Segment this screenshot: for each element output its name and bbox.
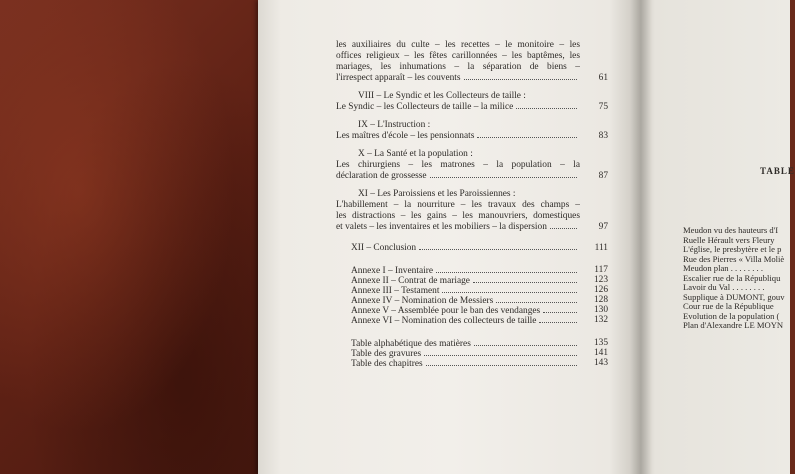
leader-dots <box>430 177 577 178</box>
toc-last-line <box>336 131 580 142</box>
annex-row <box>351 315 608 326</box>
figure-item: Lavoir du Val . . . . . . . . <box>683 282 765 292</box>
chapter-heading: XI – Les Paroissiens et les Paroissiennes : <box>358 189 516 199</box>
page-number: 117 <box>594 265 608 275</box>
page-number: 135 <box>593 338 608 348</box>
table-row <box>351 358 608 369</box>
toc-line: Le Syndic – les Collecteurs de taille – la milice <box>336 102 514 112</box>
figure-item: Ruelle Hérault vers Fleury <box>683 234 775 245</box>
annex-row <box>351 275 608 286</box>
page-number: 130 <box>593 305 608 315</box>
annex-row <box>351 305 608 316</box>
leader-dots <box>474 345 577 346</box>
figure-item: L'église, le presbytère et le p <box>683 244 782 254</box>
table-label: Table des gravures <box>351 349 422 359</box>
leader-dots <box>426 365 577 366</box>
toc-line: déclaration de grossesse <box>336 171 427 181</box>
toc-line: Les maîtres d'école – les pensionnats <box>336 131 475 141</box>
toc-entry <box>336 189 608 233</box>
chapter-heading: X – La Santé et la population : <box>358 149 473 159</box>
page-number: 97 <box>598 222 608 232</box>
figure-list <box>683 226 785 331</box>
table-label: Table des chapitres <box>351 359 423 369</box>
leader-dots <box>436 272 577 273</box>
figure-item: Meudon vu des hauteurs d'I <box>683 225 779 235</box>
annex-label: Annexe I – Inventaire <box>351 266 433 276</box>
tables-list <box>336 338 608 369</box>
toc-line: mariages, les inhumations – la séparation de biens – <box>336 62 580 72</box>
toc-entry <box>336 149 608 182</box>
figure-item: Escalier rue de la Républiqu <box>683 272 781 283</box>
leader-dots <box>543 312 577 313</box>
page-number: 141 <box>593 348 608 358</box>
toc-last-line <box>336 102 580 113</box>
leader-dots <box>419 249 577 250</box>
right-page-title: TABLE <box>760 166 795 176</box>
figure-item: Cour rue de la République <box>683 301 774 311</box>
annex-row <box>351 265 608 276</box>
leader-dots <box>477 137 577 138</box>
leader-dots <box>539 322 577 323</box>
leader-dots <box>473 282 577 283</box>
toc-line: XII – Conclusion <box>351 243 417 253</box>
page-number: 61 <box>598 73 608 83</box>
page-number: 75 <box>598 102 608 112</box>
toc-entry <box>336 120 608 142</box>
annex-row <box>351 285 608 296</box>
figure-item: Supplique à DUMONT, gouv <box>683 291 785 302</box>
table-row <box>351 348 608 359</box>
leader-dots <box>442 292 577 293</box>
toc-entry <box>336 91 608 113</box>
chapter-heading: VIII – Le Syndic et les Collecteurs de taille : <box>358 91 526 101</box>
toc-last-line <box>351 243 580 254</box>
toc-line: et valets – les inventaires et les mobiliers – la dispersion <box>336 222 547 232</box>
leader-dots <box>464 79 577 80</box>
leader-dots <box>516 108 577 109</box>
page-number: 126 <box>593 285 608 295</box>
page-gutter-shadow <box>630 0 652 474</box>
annex-list <box>336 265 608 326</box>
book-cover <box>0 0 262 474</box>
table-label: Table alphabétique des matières <box>351 339 471 349</box>
toc-entry <box>336 40 608 84</box>
annex-label: Annexe V – Assemblée pour le ban des vendanges <box>351 306 541 316</box>
table-row <box>351 338 608 349</box>
toc-line: L'habillement – la nourriture – les travaux des champs – <box>336 200 580 210</box>
toc-line: les auxiliaires du culte – les recettes – le monitoire – les <box>336 40 580 50</box>
table-of-contents <box>336 40 608 369</box>
toc-last-line <box>336 222 580 233</box>
toc-last-line <box>336 73 580 84</box>
annex-row <box>351 295 608 306</box>
page-number: 87 <box>598 171 608 181</box>
annex-label: Annexe VI – Nomination des collecteurs de taille <box>351 316 537 326</box>
annex-label: Annexe III – Testament <box>351 286 440 296</box>
page-number: 123 <box>593 275 608 285</box>
toc-line: Les chirurgiens – les matrones – la population – la <box>336 160 580 170</box>
leader-dots <box>424 355 577 356</box>
leader-dots <box>496 302 577 303</box>
page-number: 143 <box>593 358 608 368</box>
chapter-heading: IX – L'Instruction : <box>358 120 431 130</box>
page-number: 128 <box>593 295 608 305</box>
toc-last-line <box>336 171 580 182</box>
figure-item: Rue des Pierres « Villa Moliè <box>683 253 785 264</box>
figure-item: Meudon plan . . . . . . . . <box>683 263 763 273</box>
annex-label: Annexe II – Contrat de mariage <box>351 276 470 286</box>
leader-dots <box>550 228 577 229</box>
toc-line: l'irrespect apparaît – les couvents <box>336 73 461 83</box>
annex-label: Annexe IV – Nomination de Messiers <box>351 296 494 306</box>
page-number: 132 <box>593 315 608 325</box>
toc-entry <box>336 243 608 254</box>
toc-line: offices religieux – les fêtes carillonnées – les baptêmes, les <box>336 51 580 61</box>
toc-line: les distractions – les gains – les manouvriers, domestiques <box>336 211 580 221</box>
figure-item: Evolution de la population ( <box>683 310 780 321</box>
page-number: 111 <box>594 243 608 253</box>
figure-item: Plan d'Alexandre LE MOYN <box>683 320 784 330</box>
page-number: 83 <box>598 131 608 141</box>
